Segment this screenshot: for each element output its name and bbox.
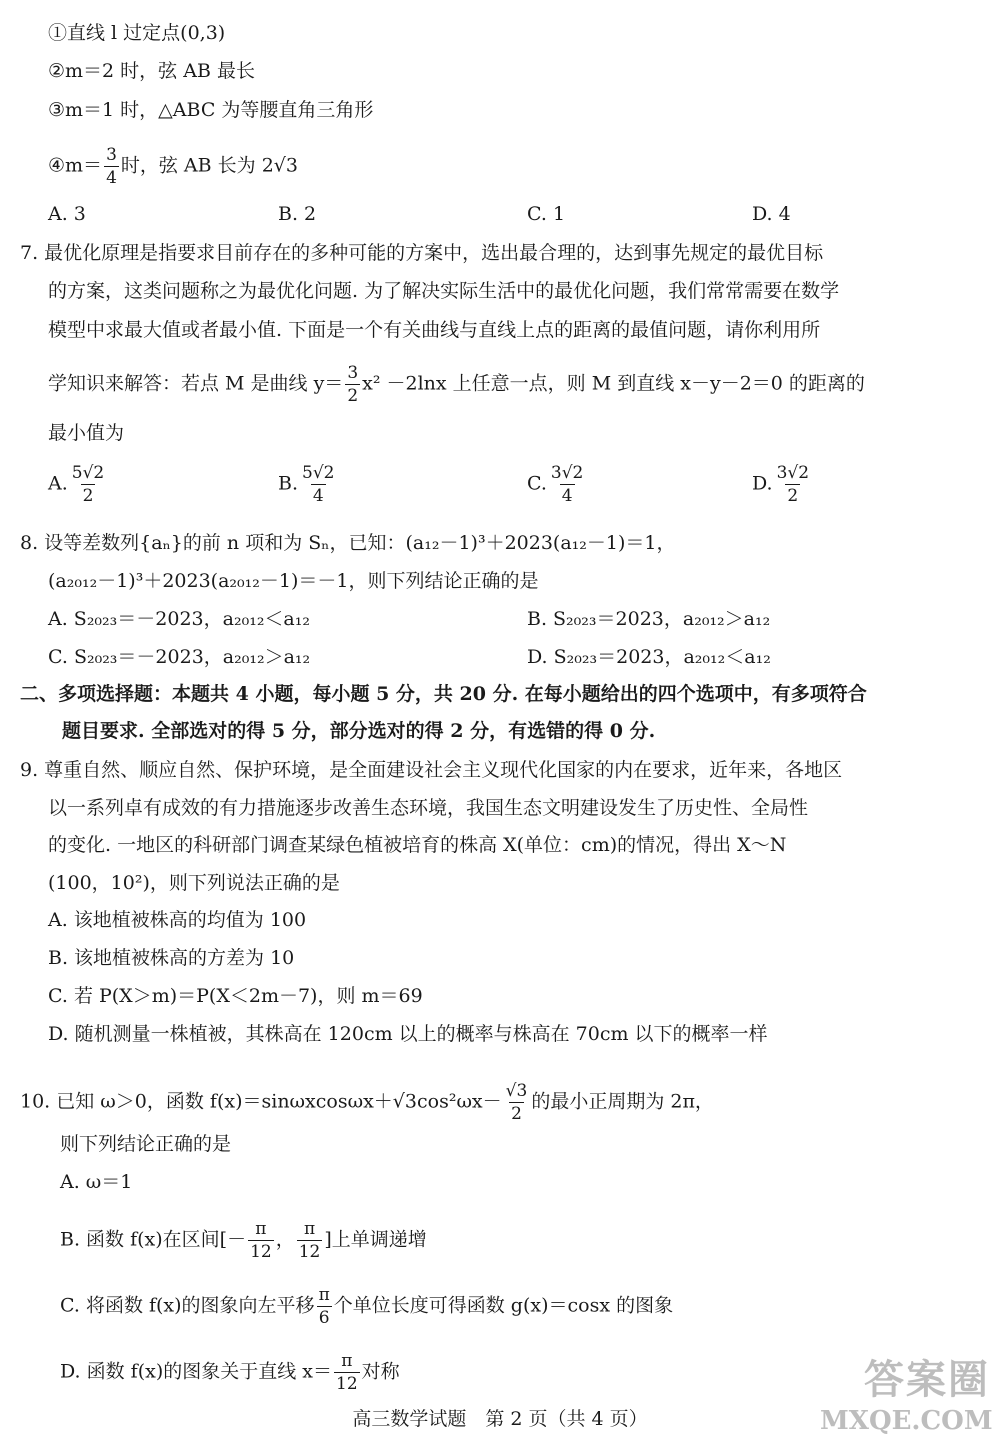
q10-option-a: A. ω＝1 [60,1171,133,1193]
q9-line-4: (100，10²)，则下列说法正确的是 [48,872,340,894]
q7-line-1: 7. 最优化原理是指要求目前存在的多种可能的方案中，选出最合理的，达到事先规定的最优目标 [20,242,824,264]
fraction-numerator: π [255,1219,267,1239]
q8-line-2: (a₂₀₁₂－1)³＋2023(a₂₀₁₂－1)＝－1，则下列结论正确的是 [48,570,539,592]
q10-line-1 [20,1080,714,1125]
q6-statement-2: ②m＝2 时，弦 AB 最长 [48,60,255,82]
fraction-denominator: 2 [787,486,799,506]
q9-option-a: A. 该地植被株高的均值为 100 [48,909,307,931]
fraction-denominator: 12 [298,1242,321,1262]
fraction-numerator: 3 [347,363,359,383]
q10-line1-pre: 10. 已知 ω＞0，函数 f(x)＝sinωxcosωx＋√3cos²ωx－ [20,1090,502,1113]
q6-option-a: A. 3 [48,203,86,225]
q8-option-c: C. S₂₀₂₃＝－2023，a₂₀₁₂＞a₁₂ [48,646,311,668]
option-fraction [549,462,585,507]
watermark-logo [820,1355,993,1450]
page-footer: 高三数学试题 第 2 页（共 4 页） [352,1408,648,1430]
fraction-denominator: 2 [511,1104,522,1124]
q8-option-d: D. S₂₀₂₃＝2023，a₂₀₁₂＜a₁₂ [527,646,771,668]
q6-stmt4-pre: ④m＝ [48,154,103,177]
section-2-heading-line-2: 题目要求. 全部选对的得 5 分，部分选对的得 2 分，有选错的得 0 分. [62,720,656,742]
fraction-numerator: 5√2 [71,463,105,483]
q10-line1-fraction [504,1080,530,1125]
q10-line-2: 则下列结论正确的是 [60,1133,232,1155]
q7-line-2: 的方案，这类问题称之为最优化问题. 为了解决实际生活中的最优化问题，我们常常需要在数学 [48,280,840,302]
q6-statement-4 [48,144,298,189]
q7-line4-post: x² －2lnx 上任意一点，则 M 到直线 x－y－2＝0 的距离的 [362,372,865,395]
q8-line-1: 8. 设等差数列{aₙ}的前 n 项和为 Sₙ，已知：(a₁₂－1)³＋2023(a₁₂－1)＝1， [20,532,676,554]
option-fraction [775,462,811,507]
q9-option-c: C. 若 P(X＞m)＝P(X＜2m－7)，则 m＝69 [48,985,423,1007]
q7-option-c [527,462,587,507]
q7-line-3: 模型中求最大值或者最小值. 下面是一个有关曲线与直线上点的距离的最值问题，请你利用所 [48,319,821,341]
q10-optB-comma: ， [275,1228,295,1251]
fraction-numerator: 3√2 [776,463,810,483]
q6-statement-3: ③m＝1 时，△ABC 为等腰直角三角形 [48,99,374,121]
fraction-denominator: 6 [318,1308,330,1328]
q8-option-a: A. S₂₀₂₃＝－2023，a₂₀₁₂＜a₁₂ [48,608,310,630]
fraction-denominator: 12 [250,1242,272,1262]
q10-optB-fraction-1 [248,1218,274,1263]
q6-stmt4-fraction [104,144,119,189]
q10-option-b [60,1218,427,1263]
watermark-big-text: 答案圈 [864,1356,990,1403]
q6-option-b: B. 2 [278,203,317,225]
q6-statement-1: ①直线 l 过定点(0,3) [48,22,226,44]
fraction-numerator: 3√2 [550,463,584,483]
option-fraction [70,462,106,507]
q8-option-b: B. S₂₀₂₃＝2023，a₂₀₁₂＞a₁₂ [527,608,771,630]
fraction-numerator: π [303,1219,316,1239]
fraction-denominator: 2 [347,386,359,406]
q7-line4-fraction [345,362,360,407]
q10-optC-post: 个单位长度可得函数 g(x)＝cosx 的图象 [333,1294,674,1317]
q10-optB-pre: B. 函数 f(x)在区间[－ [60,1228,247,1251]
q10-option-c [60,1284,673,1329]
q9-line-3: 的变化. 一地区的科研部门调查某绿色植被培育的株高 X(单位：cm)的情况，得出 X～N [48,834,787,856]
q7-line-4 [48,362,865,407]
q10-optB-post: ]上单调递增 [324,1228,427,1251]
q7-line-5: 最小值为 [48,422,125,444]
q10-optD-post: 对称 [361,1360,400,1383]
fraction-denominator: 2 [82,486,94,506]
fraction-numerator: 5√2 [302,463,335,483]
q10-line1-post: 的最小正周期为 2π， [531,1090,714,1113]
q7-option-a [48,462,108,507]
q10-optB-fraction-2 [297,1218,323,1263]
option-label: C. [527,472,547,495]
q9-line-2: 以一系列卓有成效的有力措施逐步改善生态环境，我国生态文明建设发生了历史性、全局性 [48,797,809,819]
fraction-denominator: 12 [336,1374,358,1394]
watermark-url: MXQE.COM [820,1406,993,1436]
fraction-denominator: 4 [312,486,324,506]
fraction-numerator: π [318,1285,330,1305]
q9-option-b: B. 该地植被株高的方差为 10 [48,947,295,969]
fraction-numerator: 3 [106,145,117,165]
section-2-heading: 二、多项选择题：本题共 4 小题，每小题 5 分，共 20 分. 在每小题给出的四个选项中，有多项符合 [20,683,867,705]
option-label: D. [752,472,773,495]
q6-option-c: C. 1 [527,203,566,225]
q9-option-d: D. 随机测量一株植被，其株高在 120cm 以上的概率与株高在 70cm 以下的概率一样 [48,1023,768,1045]
q10-option-d [60,1350,400,1395]
fraction-denominator: 4 [106,168,117,188]
q7-option-b [278,462,338,507]
option-fraction [300,462,336,507]
q10-optD-fraction [334,1350,360,1395]
q6-option-d: D. 4 [752,203,791,225]
fraction-denominator: 4 [561,486,573,506]
option-label: A. [48,472,68,495]
q6-stmt4-post: 时，弦 AB 长为 2√3 [120,154,298,177]
option-label: B. [278,472,299,495]
q10-optC-pre: C. 将函数 f(x)的图象向左平移 [60,1294,315,1317]
fraction-numerator: √3 [505,1081,528,1101]
q10-optC-fraction [317,1284,332,1329]
q9-line-1: 9. 尊重自然、顺应自然、保护环境，是全面建设社会主义现代化国家的内在要求，近年来，各地区 [20,759,843,781]
q7-option-d [752,462,813,507]
q10-optD-pre: D. 函数 f(x)的图象关于直线 x＝ [60,1360,333,1383]
fraction-numerator: π [341,1351,353,1371]
q7-line4-pre: 学知识来解答：若点 M 是曲线 y＝ [48,372,344,395]
